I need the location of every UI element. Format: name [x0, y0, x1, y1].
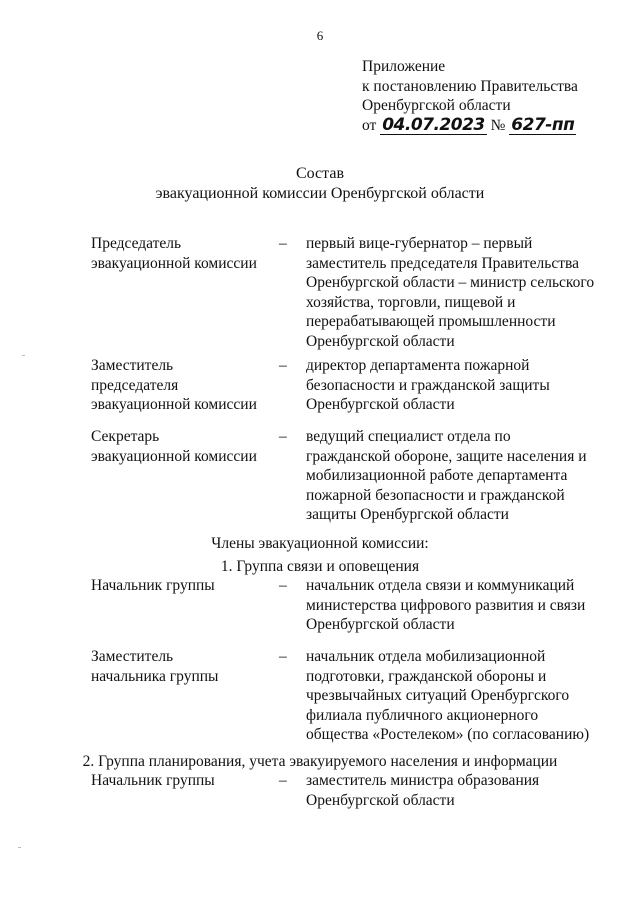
- role-label-chairman: Председатель эвакуационной комиссии: [91, 235, 257, 272]
- dash-separator: –: [279, 648, 287, 665]
- title-line-1: Состав: [295, 165, 344, 182]
- handwritten-number: 627-пп: [511, 114, 575, 135]
- appendix-line-1: Приложение: [362, 58, 446, 75]
- scan-margin-mark: [22, 355, 25, 356]
- number-prefix: №: [490, 116, 506, 134]
- appendix-line-2: к постановлению Правительства: [362, 77, 578, 95]
- dash-separator: –: [279, 772, 287, 789]
- group-2-heading: 2. Группа планирования, учета эвакуируемого населения и информации: [82, 753, 558, 770]
- members-heading: Члены эвакуационной комиссии:: [211, 535, 429, 552]
- role-desc-secretary: ведущий специалист отдела по гражданской обороне, защите населения и мобилизационной работе департамента пожарной безопасности и гражданской защиты Оренбургской области: [306, 428, 587, 523]
- group-1-deputy-desc: начальник отдела мобилизационной подготовки, гражданской обороны и чрезвычайных ситуаций Оренбургского филиала публичного акционерного общества «Ростелеком» (по согласованию): [306, 648, 590, 743]
- dash-separator: –: [279, 235, 287, 252]
- handwritten-date: 04.07.2023: [382, 114, 485, 135]
- group-2-head-label: Начальник группы: [91, 772, 215, 789]
- dash-separator: –: [279, 577, 287, 594]
- appendix-line-3: Оренбургской области: [362, 97, 511, 114]
- role-desc-chairman: первый вице-губернатор – первый заместитель председателя Правительства Оренбургской области – министр сельского хозяйства, торговли, пищевой и перерабатывающей промышленности Оренбургской области: [306, 235, 595, 350]
- group-1-heading: 1. Группа связи и оповещения: [220, 558, 420, 575]
- date-prefix: от: [362, 116, 377, 134]
- role-label-secretary: Секретарь эвакуационной комиссии: [91, 428, 257, 465]
- role-label-deputy-chairman: Заместитель председателя эвакуационной комиссии: [91, 357, 257, 413]
- role-desc-deputy-chairman: директор департамента пожарной безопасности и гражданской защиты Оренбургской области: [306, 357, 550, 413]
- page-number: 6: [316, 28, 324, 43]
- title-line-2: эвакуационной комиссии Оренбургской области: [155, 185, 485, 202]
- scan-margin-mark: [18, 847, 21, 848]
- appendix-block: [362, 57, 578, 135]
- group-2-head-desc: заместитель министра образования Оренбургской области: [306, 772, 540, 809]
- document-title: [0, 164, 640, 204]
- appendix-date-line: [362, 116, 578, 136]
- group-1-head-label: Начальник группы: [91, 577, 215, 594]
- dash-separator: –: [279, 357, 287, 374]
- dash-separator: –: [279, 428, 287, 445]
- group-1-deputy-label: Заместитель начальника группы: [91, 648, 219, 685]
- group-1-head-desc: начальник отдела связи и коммуникаций министерства цифрового развития и связи Оренбургской области: [306, 577, 586, 633]
